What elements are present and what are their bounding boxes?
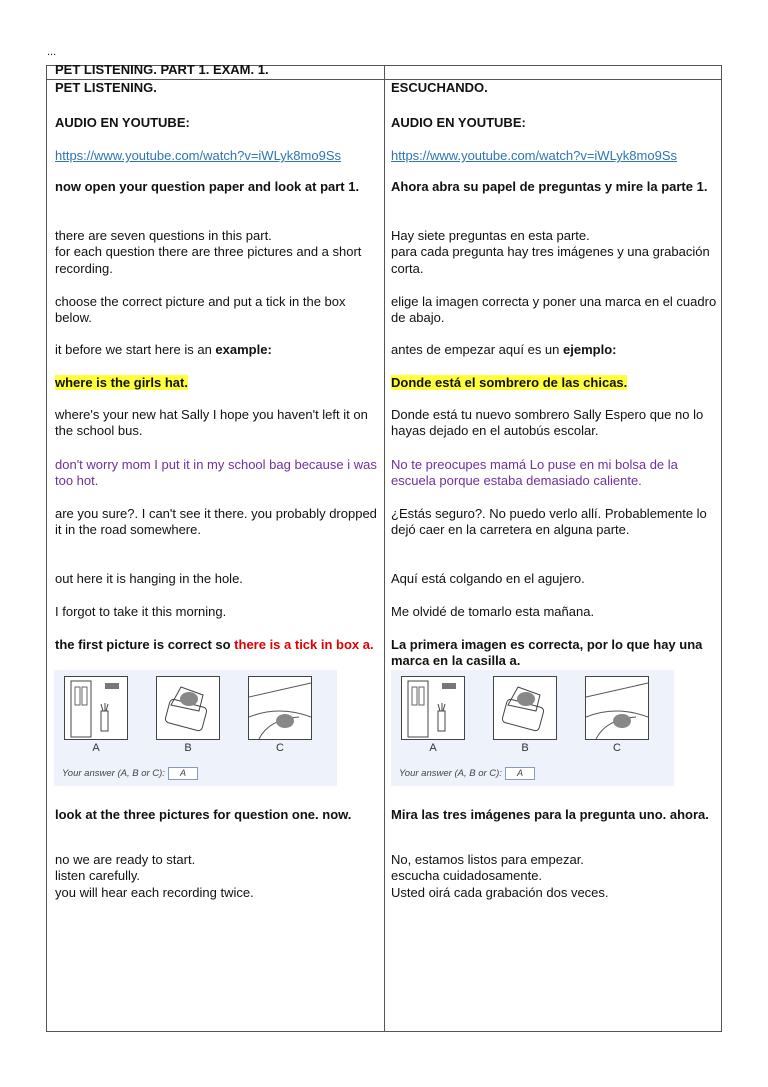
right-dialog-1: Donde está tu nuevo sombrero Sally Espero que no lo hayas dejado en el autobús escolar. xyxy=(391,407,704,439)
text-line: for each question there are three pictures and a short recording. xyxy=(55,244,362,276)
left-dialog-3: are you sure?. I can't see it there. you probably dropped it in the road somewhere. xyxy=(55,506,377,538)
right-dialog-2: No te preocupes mamá Lo puse en mi bolsa de la escuela porque estaba demasiado caliente. xyxy=(391,457,678,489)
right-dialog-5: Me olvidé de tomarlo esta mañana. xyxy=(391,604,595,619)
left-dialog-2: don't worry mom I put it in my school bag because i was too hot. xyxy=(55,457,377,489)
right-dialog-3: ¿Estás seguro?. No puedo verlo allí. Probablemente lo dejó caer en la carretera en alguna parte. xyxy=(391,506,707,538)
answer-line xyxy=(399,767,535,780)
text-line: no we are ready to start. xyxy=(55,852,196,867)
text-line: para cada pregunta hay tres imágenes y una grabación corta. xyxy=(391,244,710,276)
text-line: No, estamos listos para empezar. xyxy=(391,852,584,867)
right-example xyxy=(391,342,721,358)
answer-box: A xyxy=(168,767,198,780)
header-title: PET LISTENING. PART 1. EXAM. 1. xyxy=(55,62,269,77)
picture-label: C xyxy=(276,742,284,754)
left-seven-questions xyxy=(55,228,385,277)
right-audio-label: AUDIO EN YOUTUBE: xyxy=(391,115,526,130)
text-line: listen carefully. xyxy=(55,868,141,884)
right-instruction: Ahora abra su papel de preguntas y mire la parte 1. xyxy=(391,179,708,194)
ellipsis: ... xyxy=(47,46,57,58)
text: it before we start here is an xyxy=(55,342,216,357)
picture-label: C xyxy=(613,742,621,754)
table-border-left xyxy=(46,65,47,1032)
picture-label: A xyxy=(92,742,100,754)
answer-prompt: Your answer (A, B or C): xyxy=(399,768,502,780)
right-question xyxy=(391,375,721,391)
answer-prompt: Your answer (A, B or C): xyxy=(62,768,165,780)
right-answer: La primera imagen es correcta, por lo que hay una marca en la casilla a. xyxy=(391,637,703,669)
example-picture-b xyxy=(156,676,220,740)
left-youtube-link[interactable]: https://www.youtube.com/watch?v=iWLyk8mo9Ss xyxy=(55,148,341,163)
example-picture-c xyxy=(248,676,312,740)
left-dialog-1: where's your new hat Sally I hope you haven't left it on the school bus. xyxy=(55,407,368,439)
left-look: look at the three pictures for question one. now. xyxy=(55,807,352,822)
right-ready xyxy=(391,852,721,901)
example-picture-a xyxy=(401,676,465,740)
text: the first picture is correct so xyxy=(55,637,235,652)
example-word: ejemplo: xyxy=(563,342,617,357)
text-line: you will hear each recording twice. xyxy=(55,884,254,900)
left-dialog-5: I forgot to take it this morning. xyxy=(55,604,227,619)
picture-label: B xyxy=(521,742,529,754)
left-audio-label: AUDIO EN YOUTUBE: xyxy=(55,115,190,130)
highlighted-question: where is the girls hat. xyxy=(55,375,188,390)
right-youtube-link[interactable]: https://www.youtube.com/watch?v=iWLyk8mo9Ss xyxy=(391,148,677,163)
left-ready xyxy=(55,852,385,901)
text-line: there are seven questions in this part. xyxy=(55,228,272,243)
example-figure-right xyxy=(391,670,674,786)
left-title: PET LISTENING. xyxy=(55,80,157,95)
answer-red-text: there is a tick in box a. xyxy=(234,637,374,652)
table-border-right xyxy=(721,65,722,1032)
right-choose: elige la imagen correcta y poner una marca en el cuadro de abajo. xyxy=(391,294,717,326)
picture-label: A xyxy=(429,742,437,754)
example-picture-a xyxy=(64,676,128,740)
text-line: Hay siete preguntas en esta parte. xyxy=(391,228,590,243)
right-dialog-4: Aquí está colgando en el agujero. xyxy=(391,571,585,586)
answer-box: A xyxy=(505,767,535,780)
right-title: ESCUCHANDO. xyxy=(391,80,488,95)
highlighted-question: Donde está el sombrero de las chicas. xyxy=(391,375,628,390)
right-seven-questions xyxy=(391,228,721,277)
text-line: escucha cuidadosamente. xyxy=(391,868,543,884)
picture-label: B xyxy=(184,742,192,754)
left-answer xyxy=(55,637,385,653)
left-choose: choose the correct picture and put a tick in the box below. xyxy=(55,294,346,326)
left-example xyxy=(55,342,385,358)
right-look: Mira las tres imágenes para la pregunta uno. ahora. xyxy=(391,807,709,822)
left-dialog-4: out here it is hanging in the hole. xyxy=(55,571,243,586)
text-line: Usted oirá cada grabación dos veces. xyxy=(391,884,609,900)
left-instruction: now open your question paper and look at part 1. xyxy=(55,179,360,194)
example-picture-b xyxy=(493,676,557,740)
example-figure-left xyxy=(54,670,337,786)
example-picture-c xyxy=(585,676,649,740)
left-question xyxy=(55,375,385,391)
answer-line xyxy=(62,767,198,780)
example-word: example: xyxy=(215,342,272,357)
text: antes de empezar aquí es un xyxy=(391,342,564,357)
